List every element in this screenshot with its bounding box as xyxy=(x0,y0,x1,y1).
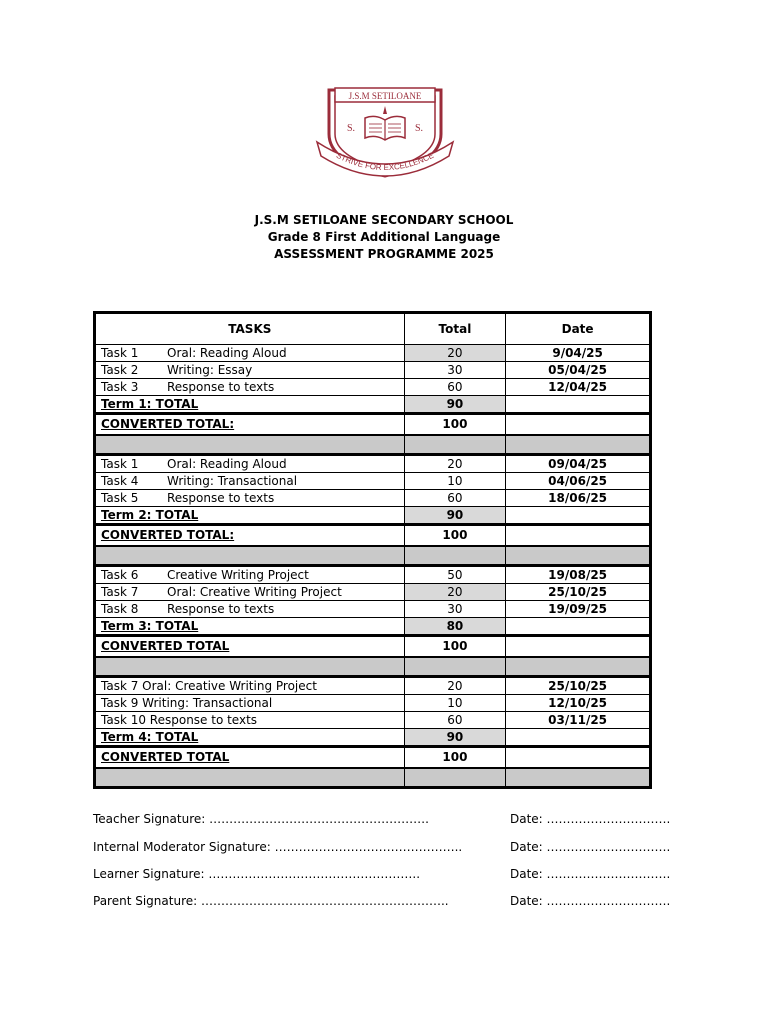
term-total-cell xyxy=(95,729,405,747)
task-date: 12/10/25 xyxy=(506,695,651,712)
task-total: 10 xyxy=(404,473,506,490)
task-number: Task 7 xyxy=(101,585,139,599)
task-cell xyxy=(95,345,405,362)
task-cell xyxy=(95,473,405,490)
converted-total-date xyxy=(506,525,651,547)
converted-total-row xyxy=(95,636,651,658)
converted-total-value: 100 xyxy=(404,414,506,436)
grade-subject: Grade 8 First Additional Language xyxy=(267,230,501,244)
converted-total-value: 100 xyxy=(404,636,506,658)
term-separator-row xyxy=(95,546,651,566)
term-total-row xyxy=(95,618,651,636)
separator-cell xyxy=(506,435,651,455)
task-total: 60 xyxy=(404,379,506,396)
term-total-cell xyxy=(95,507,405,525)
task-name: Oral: Reading Aloud xyxy=(167,457,287,471)
converted-total-date xyxy=(506,636,651,658)
term-total-label: Term 3: TOTAL xyxy=(101,619,199,633)
task-date: 9/04/25 xyxy=(506,345,651,362)
separator-cell xyxy=(506,657,651,677)
task-name: Writing: Transactional xyxy=(167,474,298,488)
task-date: 09/04/25 xyxy=(506,455,651,473)
separator-cell xyxy=(506,546,651,566)
task-number: Task 6 xyxy=(101,568,139,582)
task-total: 30 xyxy=(404,601,506,618)
task-name: Writing: Essay xyxy=(167,363,253,377)
term-total-date xyxy=(506,729,651,747)
task-number: Task 8 xyxy=(101,602,139,616)
task-total: 20 xyxy=(404,677,506,695)
programme-title: ASSESSMENT PROGRAMME 2025 xyxy=(274,247,494,261)
task-name: Creative Writing Project xyxy=(167,568,309,582)
task-cell xyxy=(95,712,405,729)
task-name: Oral: Creative Writing Project xyxy=(167,585,342,599)
task-name: Oral: Reading Aloud xyxy=(167,346,287,360)
converted-total-row xyxy=(95,414,651,436)
school-crest xyxy=(313,84,457,182)
separator-cell xyxy=(95,768,405,788)
signature-date-line: Date: …………………………. xyxy=(510,812,671,826)
converted-total-cell xyxy=(95,636,405,658)
term-total-value: 90 xyxy=(404,396,506,414)
task-date: 18/06/25 xyxy=(506,490,651,507)
converted-total-label: CONVERTED TOTAL: xyxy=(101,528,235,542)
task-date: 05/04/25 xyxy=(506,362,651,379)
task-total: 20 xyxy=(404,455,506,473)
term-total-row xyxy=(95,507,651,525)
task-name: Response to texts xyxy=(167,380,275,394)
table-row xyxy=(95,712,651,729)
term-total-cell xyxy=(95,618,405,636)
header-tasks: TASKS xyxy=(95,313,405,345)
term-separator-row xyxy=(95,435,651,455)
table-row xyxy=(95,473,651,490)
converted-total-date xyxy=(506,414,651,436)
converted-total-date xyxy=(506,747,651,769)
separator-cell xyxy=(506,768,651,788)
task-number: Task 1 xyxy=(101,346,139,360)
term-total-label: Term 4: TOTAL xyxy=(101,730,199,744)
task-cell xyxy=(95,362,405,379)
converted-total-label: CONVERTED TOTAL xyxy=(101,750,230,764)
converted-total-cell xyxy=(95,414,405,436)
task-total: 20 xyxy=(404,584,506,601)
crest-left-letter: S. xyxy=(346,123,356,134)
table-row xyxy=(95,490,651,507)
converted-total-cell xyxy=(95,747,405,769)
separator-cell xyxy=(404,546,506,566)
separator-cell xyxy=(404,435,506,455)
table-row xyxy=(95,362,651,379)
task-date: 25/10/25 xyxy=(506,584,651,601)
task-date: 25/10/25 xyxy=(506,677,651,695)
task-name: Task 7 Oral: Creative Writing Project xyxy=(101,679,317,693)
term-total-label: Term 1: TOTAL xyxy=(101,397,199,411)
task-name: Response to texts xyxy=(167,602,275,616)
term-total-label: Term 2: TOTAL xyxy=(101,508,199,522)
task-name: Response to texts xyxy=(167,491,275,505)
task-cell xyxy=(95,601,405,618)
term-total-date xyxy=(506,618,651,636)
term-separator-row xyxy=(95,657,651,677)
signature-line: Parent Signature: …………………………………………………….. xyxy=(93,894,449,908)
converted-total-value: 100 xyxy=(404,747,506,769)
term-total-row xyxy=(95,729,651,747)
task-total: 30 xyxy=(404,362,506,379)
signature-line: Teacher Signature: ………………………………………………. xyxy=(93,812,429,826)
term-total-value: 90 xyxy=(404,507,506,525)
task-number: Task 3 xyxy=(101,380,139,394)
task-cell xyxy=(95,455,405,473)
table-row xyxy=(95,379,651,396)
table-row xyxy=(95,601,651,618)
task-name: Task 10 Response to texts xyxy=(101,713,258,727)
document-heading xyxy=(0,212,768,263)
header-total: Total xyxy=(404,313,506,345)
table-row xyxy=(95,566,651,584)
task-date: 04/06/25 xyxy=(506,473,651,490)
converted-total-row xyxy=(95,747,651,769)
signature-date-line: Date: …………………………. xyxy=(510,867,671,881)
converted-total-cell xyxy=(95,525,405,547)
crest-right-letter: S. xyxy=(414,123,424,134)
book-icon xyxy=(365,106,405,140)
signature-date-line: Date: …………………………. xyxy=(510,840,671,854)
separator-cell xyxy=(95,546,405,566)
term-total-cell xyxy=(95,396,405,414)
table-row xyxy=(95,677,651,695)
term-total-date xyxy=(506,396,651,414)
crest-motto: STRIVE FOR EXCELLENCE xyxy=(334,150,436,173)
term-separator-row xyxy=(95,768,651,788)
task-cell xyxy=(95,379,405,396)
converted-total-label: CONVERTED TOTAL: xyxy=(101,417,235,431)
task-cell xyxy=(95,566,405,584)
signature-line: Internal Moderator Signature: ……………………………………….. xyxy=(93,840,463,854)
task-number: Task 2 xyxy=(101,363,139,377)
signature-line: Learner Signature: …………………………………………….. xyxy=(93,867,421,881)
task-date: 03/11/25 xyxy=(506,712,651,729)
term-total-value: 90 xyxy=(404,729,506,747)
term-total-row xyxy=(95,396,651,414)
separator-cell xyxy=(404,768,506,788)
converted-total-label: CONVERTED TOTAL xyxy=(101,639,230,653)
converted-total-value: 100 xyxy=(404,525,506,547)
term-total-date xyxy=(506,507,651,525)
assessment-table xyxy=(93,311,652,789)
term-total-value: 80 xyxy=(404,618,506,636)
task-cell xyxy=(95,677,405,695)
task-name: Task 9 Writing: Transactional xyxy=(101,696,273,710)
task-total: 60 xyxy=(404,490,506,507)
separator-cell xyxy=(404,657,506,677)
task-total: 10 xyxy=(404,695,506,712)
converted-total-row xyxy=(95,525,651,547)
header-date: Date xyxy=(506,313,651,345)
task-date: 19/08/25 xyxy=(506,566,651,584)
table-row xyxy=(95,584,651,601)
task-cell xyxy=(95,490,405,507)
table-header-row xyxy=(95,313,651,345)
task-cell xyxy=(95,584,405,601)
crest-top-text: J.S.M SETILOANE xyxy=(348,91,422,101)
signature-date-line: Date: …………………………. xyxy=(510,894,671,908)
separator-cell xyxy=(95,435,405,455)
task-number: Task 4 xyxy=(101,474,139,488)
separator-cell xyxy=(95,657,405,677)
task-date: 19/09/25 xyxy=(506,601,651,618)
task-total: 50 xyxy=(404,566,506,584)
task-total: 60 xyxy=(404,712,506,729)
school-name: J.S.M SETILOANE SECONDARY SCHOOL xyxy=(254,213,514,227)
task-number: Task 1 xyxy=(101,457,139,471)
table-row xyxy=(95,695,651,712)
task-date: 12/04/25 xyxy=(506,379,651,396)
table-row xyxy=(95,345,651,362)
task-number: Task 5 xyxy=(101,491,139,505)
task-cell xyxy=(95,695,405,712)
task-total: 20 xyxy=(404,345,506,362)
table-row xyxy=(95,455,651,473)
